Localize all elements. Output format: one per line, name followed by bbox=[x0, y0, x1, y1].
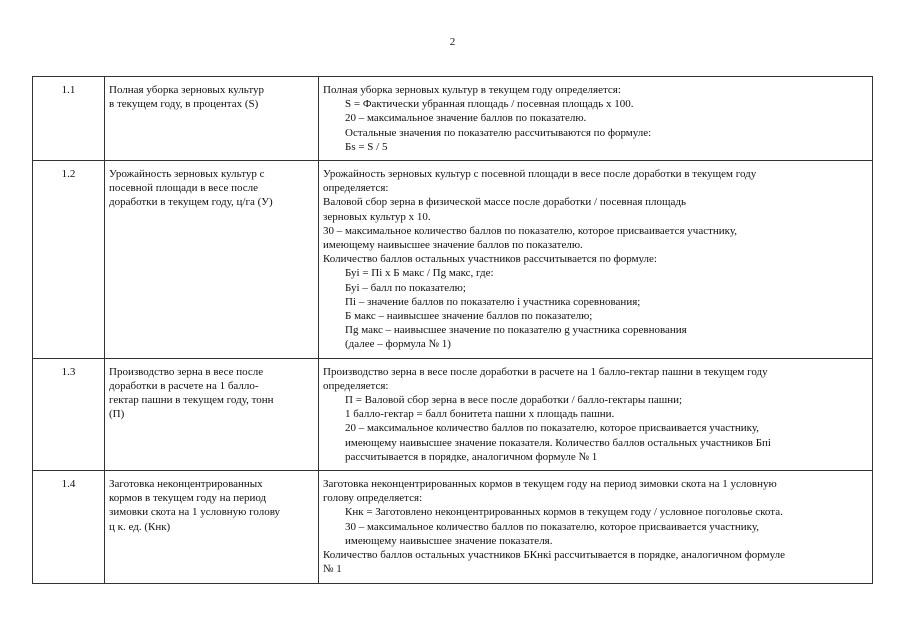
calculation-line: S = Фактически убранная площадь / посевная площадь х 100. bbox=[345, 98, 634, 111]
calculation-line: Полная уборка зерновых культур в текущем году определяется: bbox=[323, 84, 621, 96]
calculation-line: Производство зерна в весе после доработки в расчете на 1 балло-гектар пашни в текущем году bbox=[323, 365, 768, 378]
calculation-line: П = Валовой сбор зерна в весе после доработки / балло-гектары пашни; bbox=[345, 394, 683, 407]
indicator-name-line: доработки в текущем году, ц/га (У) bbox=[109, 196, 273, 209]
calculation-method bbox=[319, 358, 873, 470]
calculation-line: Количество баллов остальных участников рассчитывается по формуле: bbox=[323, 253, 657, 266]
table-row bbox=[33, 161, 873, 359]
indicator-name-line: Урожайность зерновых культур с bbox=[109, 168, 265, 181]
calculation-line: Урожайность зерновых культур с посевной площади в весе после доработки в текущем году bbox=[323, 168, 757, 181]
calculation-line: 30 – максимальное количество баллов по показателю, которое присваивается участнику, bbox=[323, 224, 738, 237]
calculation-line: Буi = Пi х Б макс / Пg макс, где: bbox=[345, 267, 494, 280]
calculation-line: определяется: bbox=[323, 379, 389, 392]
calculation-line: имеющему наивысшее значение баллов по показателю. bbox=[323, 239, 583, 252]
indicator-name-line: посевной площади в весе после bbox=[109, 182, 259, 195]
calculation-line: имеющему наивысшее значение показателя. Количество баллов остальных участников Бпi bbox=[345, 436, 771, 449]
indicator-name-line: ц к. ед. (Кнк) bbox=[109, 520, 171, 533]
indicator-name-line: (П) bbox=[109, 408, 125, 421]
indicator-name-line: Полная уборка зерновых культур bbox=[109, 84, 265, 96]
indicator-name-line: доработки в расчете на 1 балло- bbox=[109, 379, 259, 392]
calculation-line: Количество баллов остальных участников БКнкi рассчитывается в порядке, аналогичном формуле bbox=[323, 549, 785, 562]
calculation-line: Буi – балл по показателю; bbox=[345, 281, 466, 294]
row-number: 1.1 bbox=[33, 77, 105, 161]
calculation-line: Валовой сбор зерна в физической массе после доработки / посевная площадь bbox=[323, 196, 687, 209]
indicator-name bbox=[105, 161, 319, 359]
indicator-name-line: гектар пашни в текущем году, тонн bbox=[109, 394, 274, 407]
calculation-method bbox=[319, 77, 873, 161]
calculation-line: (далее – формула № 1) bbox=[345, 338, 451, 351]
indicator-name-line: кормов в текущем году на период bbox=[109, 492, 267, 505]
indicator-name-line: Производство зерна в весе после bbox=[109, 365, 264, 378]
calculation-method bbox=[319, 161, 873, 359]
indicator-name bbox=[105, 358, 319, 470]
criteria-table-body bbox=[33, 77, 873, 584]
calculation-line: 20 – максимальное количество баллов по показателю, которое присваивается участнику, bbox=[345, 422, 760, 435]
calculation-line: 20 – максимальное значение баллов по показателю. bbox=[345, 112, 587, 125]
page-number: 2 bbox=[449, 36, 456, 48]
row-number: 1.4 bbox=[33, 471, 105, 583]
indicator-name-line: зимовки скота на 1 условную голову bbox=[109, 506, 281, 519]
calculation-line: № 1 bbox=[323, 563, 342, 576]
calculation-line: 1 балло-гектар = балл бонитета пашни х площадь пашни. bbox=[345, 408, 615, 421]
calculation-line: имеющему наивысшее значение показателя. bbox=[345, 534, 553, 547]
table-row bbox=[33, 77, 873, 161]
calculation-line: Бs = S / 5 bbox=[345, 140, 388, 153]
indicator-name bbox=[105, 77, 319, 161]
calculation-line: Кнк = Заготовлено неконцентрированных кормов в текущем году / условное поголовье скота. bbox=[345, 506, 783, 519]
row-number: 1.3 bbox=[33, 358, 105, 470]
calculation-line: рассчитывается в порядке, аналогичном формуле № 1 bbox=[345, 450, 598, 463]
calculation-line: Пi – значение баллов по показателю i участника соревнования; bbox=[345, 295, 641, 308]
indicator-name bbox=[105, 471, 319, 583]
calculation-line: Пg макс – наивысшее значение по показателю g участника соревнования bbox=[345, 324, 687, 337]
calculation-method bbox=[319, 471, 873, 583]
calculation-line: голову определяется: bbox=[323, 492, 423, 505]
calculation-line: Остальные значения по показателю рассчитываются по формуле: bbox=[345, 126, 652, 139]
calculation-line: Заготовка неконцентрированных кормов в текущем году на период зимовки скота на 1 условную bbox=[323, 478, 777, 491]
calculation-line: определяется: bbox=[323, 182, 389, 195]
table-row bbox=[33, 358, 873, 470]
indicator-name-line: Заготовка неконцентрированных bbox=[109, 478, 263, 491]
calculation-line: зерновых культур х 10. bbox=[323, 210, 431, 223]
row-number: 1.2 bbox=[33, 161, 105, 359]
calculation-line: Б макс – наивысшее значение баллов по показателю; bbox=[345, 310, 593, 323]
table-row bbox=[33, 471, 873, 583]
criteria-table bbox=[32, 76, 873, 584]
calculation-line: 30 – максимальное количество баллов по показателю, которое присваивается участнику, bbox=[345, 520, 760, 533]
indicator-name-line: в текущем году, в процентах (S) bbox=[109, 98, 259, 111]
